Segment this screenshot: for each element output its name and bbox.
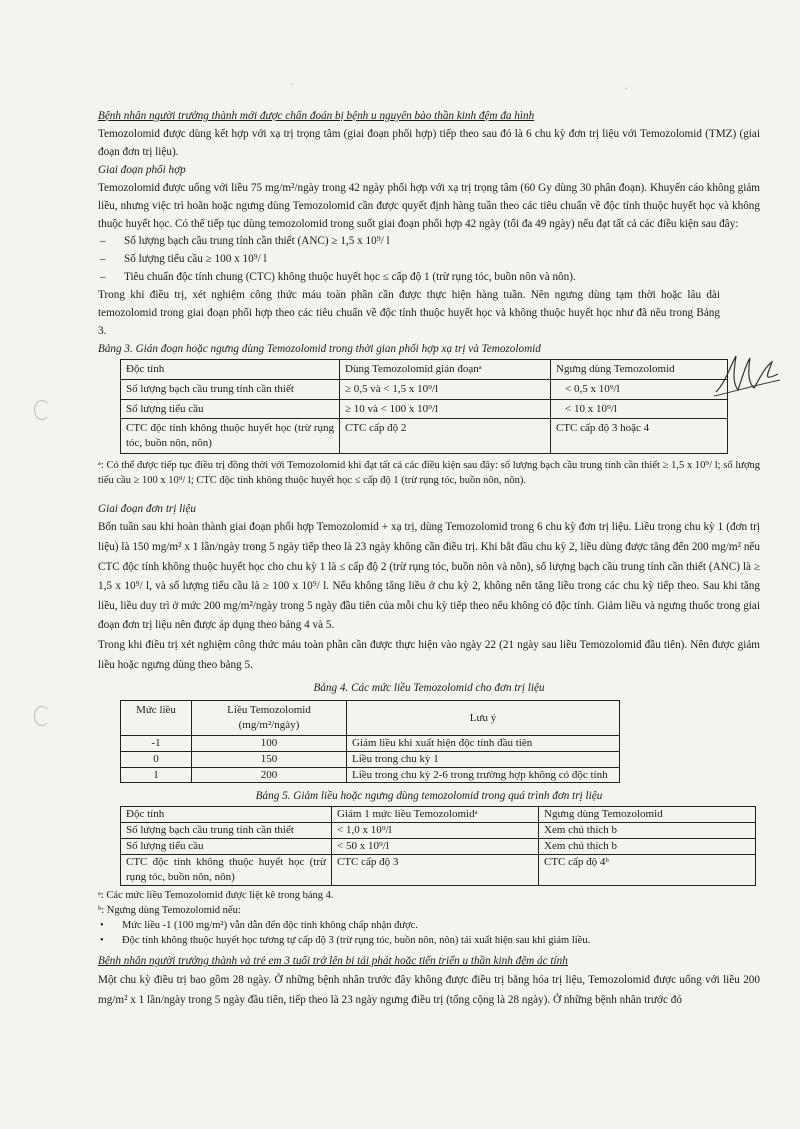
table-4-caption: Bảng 4. Các mức liều Temozolomid cho đơn trị liệu: [313, 682, 545, 695]
table-row: CTC độc tính không thuộc huyết học (trừ rụng tóc, buồn nôn, nôn) CTC cấp độ 2 CTC cấp độ 3 hoặc 4: [121, 419, 728, 454]
table-row: Số lượng bạch cầu trung tính cần thiết < 1,0 x 10⁹/l Xem chú thích b: [121, 823, 756, 839]
table-5-footnote-b: ᵇ: Ngưng dùng Temozolomid nếu:: [98, 904, 241, 916]
list-item: • Độc tính không thuộc huyết học tương tự cấp độ 3 (trừ rụng tóc, buồn nôn, nôn) tái xuất hiện sau khi giảm liều.: [100, 935, 591, 947]
list-item: • Mức liều -1 (100 mg/m²) vẫn dẫn đến độc tính không chấp nhận được.: [100, 919, 418, 931]
table-5-footnote-a: ᵃ: Các mức liều Temozolomid được liệt kê trong bảng 4.: [98, 889, 334, 901]
table-5-caption: Bảng 5. Giảm liều hoặc ngưng dùng temozolomid trong quá trình đơn trị liệu: [255, 790, 603, 803]
table-5: [120, 806, 756, 885]
table-header: Dùng Temozolomid gián đoạnᵃ: [340, 359, 551, 379]
table-3-caption: Bảng 3. Gián đoạn hoặc ngưng dùng Temozolomid trong thời gian phối hợp xạ trị và Temozolomid: [98, 342, 541, 355]
table-3-footnote: ᵃ: Có thể được tiếp tục điều trị đồng thời với Temozolomid khi đạt tất cả các điều kiện sau đây: số lượng bạch cầu trung tính cần thiết ≥ 1,5 x 10⁹/ l; số lượng tiểu cầu ≥ 100 x 10⁹/ l; CTC độc tính không thuộc huyết học ≤ cấp độ 1 (trừ rụng tóc, buồn nôn, nôn).: [98, 460, 760, 487]
list-item: – Số lượng tiểu cầu ≥ 100 x 10⁹/ l: [100, 253, 267, 266]
paragraph-recurrent-dosing: Một chu kỳ điều trị bao gồm 28 ngày. Ở những bệnh nhân trước đây không được điều trị bằng hóa trị liệu, Temozolomid được uống với liều 200 mg/m² x 1 lần/ngày trong 5 ngày đầu tiên, tiếp theo là 23 ngày ngưng điều trị (tổng cộng là 28 ngày). Ở những bệnh nhân trước đó: [98, 974, 760, 1006]
table-header: Giảm 1 mức liều Temozolomidᵃ: [332, 807, 539, 823]
table-header: Ngưng dùng Temozolomid: [539, 807, 756, 823]
table-4: [120, 700, 620, 783]
list-item: – Tiêu chuẩn độc tính chung (CTC) không thuộc huyết học ≤ cấp độ 1 (trừ rụng tóc, buồn nôn và nôn).: [100, 271, 576, 284]
section-heading-recurrent-glioma: Bệnh nhân người trưởng thành và trẻ em 3 tuổi trở lên bị tái phát hoặc tiến triển u thần kinh đệm ác tính: [98, 955, 568, 968]
table-header: Lưu ý: [347, 701, 620, 736]
table-header: Liều Temozolomid (mg/m²/ngày): [192, 701, 347, 736]
punch-hole-mark: [34, 706, 50, 726]
table-row: 1 200 Liều trong chu kỳ 2-6 trong trường hợp không có độc tính: [121, 767, 620, 783]
punch-hole-mark: [34, 400, 50, 420]
list-item: – Số lượng bạch cầu trung tính cần thiết (ANC) ≥ 1,5 x 10⁹/ l: [100, 235, 390, 248]
table-row: Số lượng tiểu cầu < 50 x 10⁹/l Xem chú thích b: [121, 838, 756, 854]
table-header: Độc tính: [121, 807, 332, 823]
paragraph-monotherapy-monitoring: Trong khi điều trị xét nghiệm công thức máu toàn phần cần được thực hiện vào ngày 22 (21 ngày sau liều Temozolomid đầu tiên). Nên được giảm liều hoặc ngưng dùng theo bảng 5.: [98, 639, 760, 671]
paragraph-intro: Temozolomid được dùng kết hợp với xạ trị trọng tâm (giai đoạn phối hợp) tiếp theo sau đó là 6 chu kỳ đơn trị liệu với Temozolomid (TMZ) (giai đoạn đơn trị liệu).: [98, 127, 760, 158]
subheading-combination-phase: Giai đoạn phối hợp: [98, 163, 186, 176]
document-page: [98, 108, 760, 1011]
subheading-monotherapy-phase: Giai đoạn đơn trị liệu: [98, 502, 196, 515]
table-header: Ngưng dùng Temozolomid: [551, 359, 728, 379]
paragraph-weekly-monitoring: Trong khi điều trị, xét nghiệm công thức máu toàn phần cần được thực hiện hàng tuần. Nên ngưng dùng tạm thời hoặc lâu dài temozolomid trong giai đoạn phối hợp theo các tiêu chuẩn về độc tính thuộc huyết học và không thuộc huyết học như đã nêu trong Bảng 3.: [98, 289, 720, 338]
scan-dot: ·: [624, 84, 628, 95]
table-row: Số lượng bạch cầu trung tính cần thiết ≥ 0,5 và < 1,5 x 10⁹/l < 0,5 x 10⁹/l: [121, 379, 728, 399]
table-row: 0 150 Liều trong chu kỳ 1: [121, 751, 620, 767]
table-row: Số lượng tiểu cầu ≥ 10 và < 100 x 10⁹/l < 10 x 10⁹/l: [121, 399, 728, 419]
table-row: -1 100 Giảm liều khi xuất hiện độc tính đầu tiên: [121, 735, 620, 751]
table-3: [120, 359, 728, 454]
scan-dot: ·: [290, 80, 294, 91]
section-heading-newly-diagnosed: Bệnh nhân người trưởng thành mới được chẩn đoán bị bệnh u nguyên bào thần kinh đệm đa hình: [98, 110, 535, 122]
table-header: Độc tính: [121, 359, 340, 379]
table-row: CTC độc tính không thuộc huyết học (trừ rụng tóc, buồn nôn, nôn) CTC cấp độ 3 CTC cấp độ 4ᵇ: [121, 854, 756, 885]
table-header: Mức liều: [121, 701, 192, 736]
paragraph-combination-phase: Temozolomid được uống với liều 75 mg/m²/ngày trong 42 ngày phối hợp với xạ trị trọng tâm (60 Gy dùng 30 phân đoạn). Khuyến cáo không giảm liều, nhưng việc trì hoãn hoặc ngưng dùng Temozolomid cần được quyết định hàng tuần theo các tiêu chuẩn về độc tính thuộc huyết học và không thuộc huyết học. Có thể tiếp tục dùng temozolomid trong suốt giai đoạn phối hợp 42 ngày (tối đa 49 ngày) nếu đạt tất cả các điều kiện sau đây:: [98, 181, 760, 230]
paragraph-monotherapy-dosing: Bốn tuần sau khi hoàn thành giai đoạn phối hợp Temozolomid + xạ trị, dùng Temozolomid trong 6 chu kỳ đơn trị liệu. Liều trong chu kỳ 1 (đơn trị liệu) là 150 mg/m² x 1 lần/ngày trong 5 ngày tiếp theo là 23 ngày không cần điều trị. Khi bắt đầu chu kỳ 2, liều dùng được tăng đến 200 mg/m² nếu CTC độc tính không thuộc huyết học cho chu kỳ 1 là ≤ cấp độ 2 (trừ rụng tóc, buồn nôn và nôn), số lượng bạch cầu trung tính cần thiết (ANC) là ≥ 1,5 x 10⁹/ l, và số lượng tiểu cầu là ≥ 100 x 10⁹/ l. Nếu không tăng liều ở chu kỳ 2, không nên tăng liều trong các chu kỳ tiếp theo. Sau khi tăng liều, liều duy trì ở mức 200 mg/m²/ngày trong 5 ngày đầu tiên của mỗi chu kỳ tiếp theo nếu không có độc tính. Giảm liều và ngưng thuốc trong giai đoạn đơn trị liệu nên được áp dụng theo bảng 4 và 5.: [98, 521, 760, 632]
